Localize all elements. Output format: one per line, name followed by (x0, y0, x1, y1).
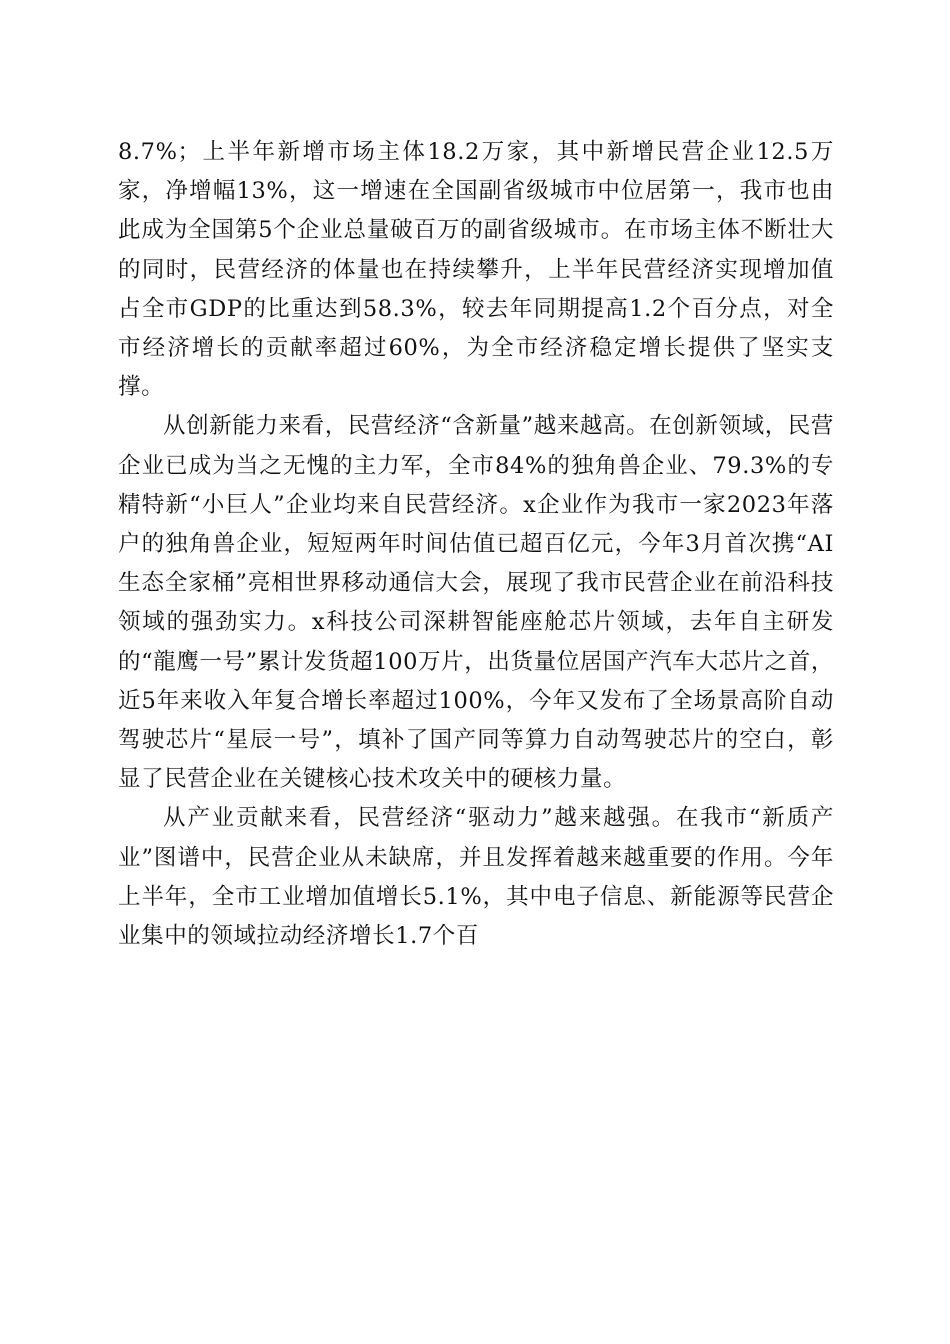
document-body (118, 133, 834, 956)
paragraph-industry-contribution: 从产业贡献来看，民营经济“驱动力”越来越强。在我市“新质产业”图谱中，民营企业从未缺席，并且发挥着越来越重要的作用。今年上半年，全市工业增加值增长5.1%，其中电子信息、新能源等民营企业集中的领域拉动经济增长1.7个百 (118, 805, 834, 950)
paragraph-innovation-capacity: 从创新能力来看，民营经济“含新量”越来越高。在创新领域，民营企业已成为当之无愧的主力军，全市84%的独角兽企业、79.3%的专精特新“小巨人”企业均来自民营经济。x企业作为我市一家2023年落户的独角兽企业，短短两年时间估值已超百亿元，今年3月首次携“AI生态全家桶”亮相世界移动通信大会，展现了我市民营企业在前沿科技领域的强劲实力。x科技公司深耕智能座舱芯片领域，去年自主研发的“龍鹰一号”累计发货超100万片，出货量位居国产汽车大芯片之首，近5年来收入年复合增长率超过100%，今年又发布了全场景高阶自动驾驶芯片“星辰一号”，填补了国产同等算力自动驾驶芯片的空白，彰显了民营企业在关键核心技术攻关中的硬核力量。 (118, 413, 835, 793)
paragraph-market-entities: 8.7%；上半年新增市场主体18.2万家，其中新增民营企业12.5万家，净增幅13%，这一增速在全国副省级城市中位居第一，我市也由此成为全国第5个企业总量破百万的副省级城市。在市场主体不断壮大的同时，民营经济的体量也在持续攀升，上半年民营经济实现增加值占全市GDP的比重达到58.3%，较去年同期提高1.2个百分点，对全市经济增长的贡献率超过60%，为全市经济稳定增长提供了坚实支撑。 (118, 139, 834, 401)
